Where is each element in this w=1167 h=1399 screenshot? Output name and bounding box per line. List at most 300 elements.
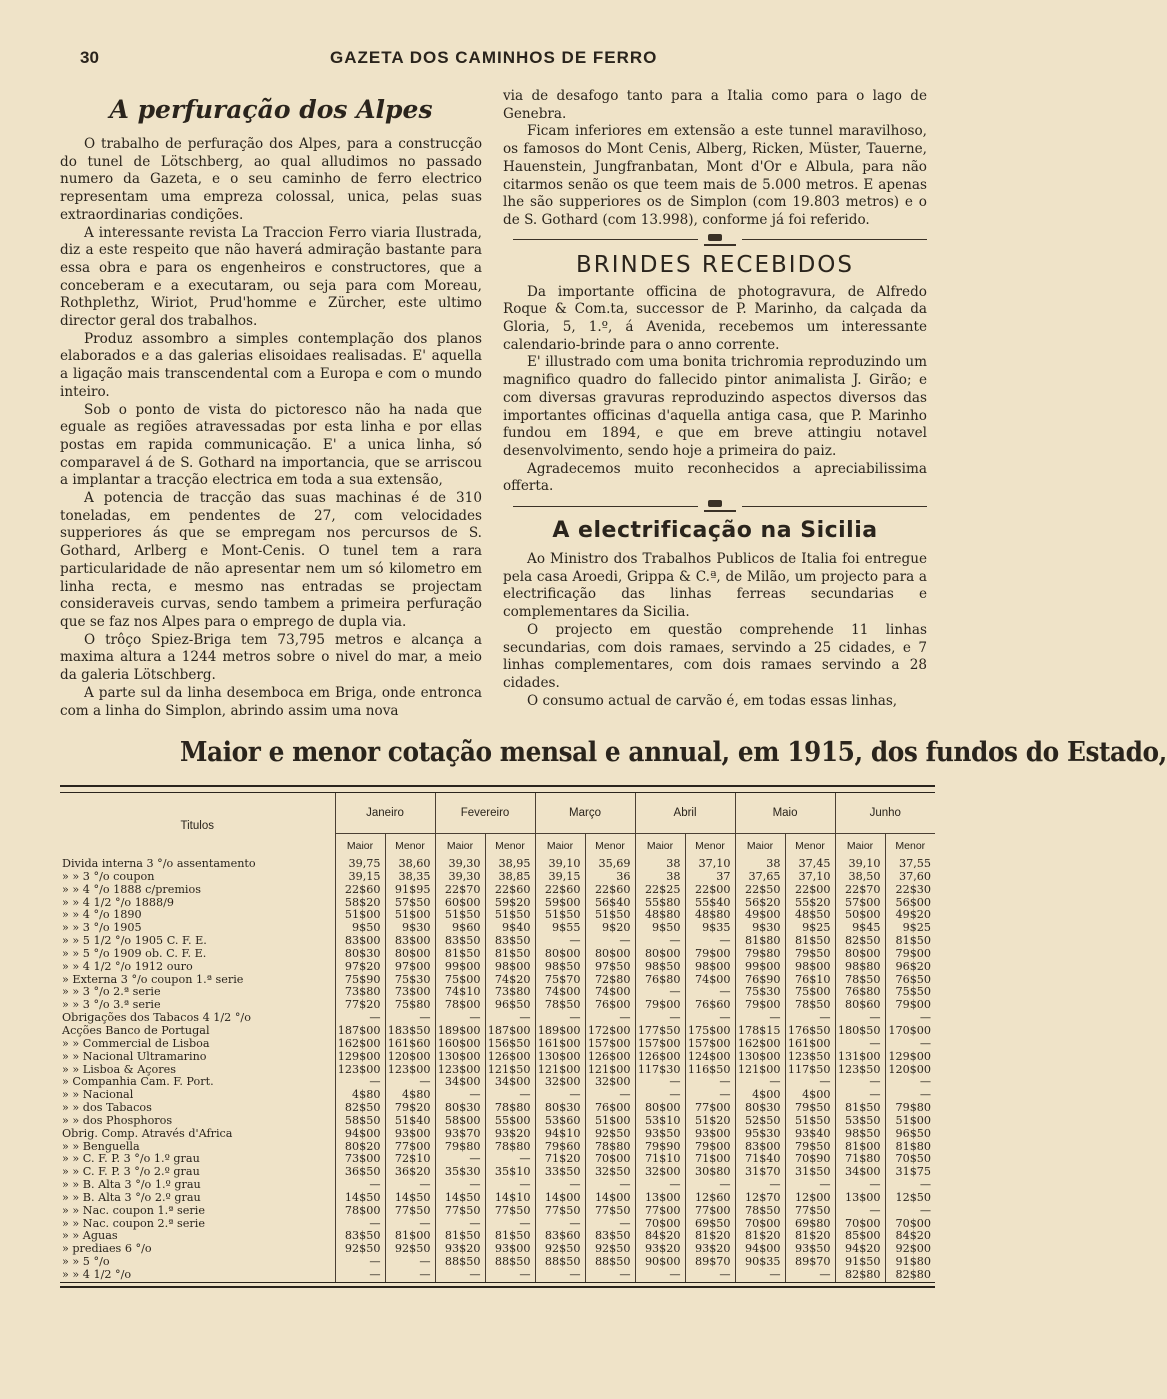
menor-value: 121$00 xyxy=(585,1064,635,1077)
maior-value: 50$00 xyxy=(835,909,885,922)
train-ornament-icon xyxy=(704,234,736,246)
menor-value: 187$00 xyxy=(485,1025,535,1038)
menor-value: — xyxy=(785,1012,835,1025)
maior-value: 76$80 xyxy=(835,986,885,999)
menor-value: 84$20 xyxy=(885,1230,935,1243)
menor-value: 14$50 xyxy=(385,1192,435,1205)
row-title: » » Nac. coupon 2.ª serie xyxy=(62,1216,205,1230)
maior-value: — xyxy=(735,1012,785,1025)
maior-value: 92$50 xyxy=(535,1243,585,1256)
maior-value: 131$00 xyxy=(835,1051,885,1064)
menor-value: 78$80 xyxy=(485,1141,535,1154)
paragraph: Produz assombro a simples contemplação dos planos elaborados e a das galerias elisoidaes realisadas. E' aquella a ligação mais transcendental com a Europa e com o mundo inteiro. xyxy=(60,330,482,400)
menor-value: 22$30 xyxy=(885,884,935,897)
row-title: » » 4 1/2 °/o 1912 ouro xyxy=(62,959,193,973)
row-title: Divida interna 3 °/o assentamento xyxy=(62,857,256,870)
row-title: » Companhia Cam. F. Port. xyxy=(62,1075,214,1089)
menor-value: — xyxy=(485,1089,535,1102)
maior-value: 82$80 xyxy=(835,1269,885,1282)
menor-value: 79$00 xyxy=(885,948,935,961)
menor-value: 70$50 xyxy=(885,1153,935,1166)
menor-value: 51$00 xyxy=(385,909,435,922)
maior-value: 123$50 xyxy=(835,1064,885,1077)
menor-value: 77$50 xyxy=(585,1205,635,1218)
menor-header: Menor xyxy=(385,834,435,859)
menor-value: 96$50 xyxy=(485,999,535,1012)
menor-value: — xyxy=(885,1205,935,1218)
maior-value: — xyxy=(435,1089,485,1102)
menor-value: 37,10 xyxy=(785,871,835,884)
maior-value: 78$00 xyxy=(335,1205,385,1218)
menor-value: 92$50 xyxy=(585,1128,635,1141)
maior-value: — xyxy=(735,1269,785,1282)
menor-value: 51$50 xyxy=(585,909,635,922)
maior-value: 32$00 xyxy=(635,1166,685,1179)
menor-value: 93$20 xyxy=(485,1128,535,1141)
menor-value: — xyxy=(685,1012,735,1025)
maior-value: 94$20 xyxy=(835,1243,885,1256)
row-title: » » B. Alta 3 °/o 1.º grau xyxy=(62,1178,201,1192)
paragraph: Agradecemos muito reconhecidos a apreciabilissima offerta. xyxy=(503,460,927,495)
maior-value: 93$70 xyxy=(435,1128,485,1141)
titulos-header: Titulos xyxy=(180,819,214,832)
maior-value: 31$70 xyxy=(735,1166,785,1179)
maior-value: — xyxy=(535,1269,585,1282)
maior-value: 52$50 xyxy=(735,1115,785,1128)
menor-header: Menor xyxy=(885,834,935,859)
maior-value: 99$00 xyxy=(735,961,785,974)
table-row xyxy=(60,1038,935,1051)
menor-value: 37,45 xyxy=(785,858,835,871)
menor-value: 48$80 xyxy=(685,909,735,922)
maior-value: — xyxy=(835,1179,885,1192)
maior-value: 76$80 xyxy=(635,974,685,987)
menor-value: 31$75 xyxy=(885,1166,935,1179)
menor-value: — xyxy=(585,1218,635,1231)
menor-value: 37,10 xyxy=(685,858,735,871)
menor-value: 56$00 xyxy=(885,897,935,910)
maior-value: 177$50 xyxy=(635,1025,685,1038)
maior-value: 75$90 xyxy=(335,974,385,987)
menor-value: — xyxy=(885,1012,935,1025)
menor-value: 34$00 xyxy=(485,1076,535,1089)
maior-value: 49$00 xyxy=(735,909,785,922)
article-right-column xyxy=(503,88,927,710)
menor-value: 98$00 xyxy=(485,961,535,974)
menor-value: 79$00 xyxy=(685,948,735,961)
maior-value: 81$80 xyxy=(735,935,785,948)
menor-value: — xyxy=(585,1012,635,1025)
maior-value: — xyxy=(735,1076,785,1089)
menor-value: 81$20 xyxy=(785,1230,835,1243)
row-title: » » Nacional xyxy=(62,1088,134,1102)
menor-value: 81$20 xyxy=(685,1230,735,1243)
menor-value: 9$25 xyxy=(885,922,935,935)
paragraph-continuation: via de desafogo tanto para a Italia como para o lago de Genebra. xyxy=(503,88,927,122)
menor-value: 161$00 xyxy=(785,1038,835,1051)
maior-value: 4$00 xyxy=(735,1089,785,1102)
paragraph: O trôço Spiez-Briga tem 73,795 metros e alcança a maxima altura a 1244 metros sobre o nivel do mar, a meio da galeria Lötschberg. xyxy=(60,631,482,684)
menor-header: Menor xyxy=(785,834,835,859)
menor-value: — xyxy=(785,1269,835,1282)
maior-value: 80$00 xyxy=(835,948,885,961)
maior-value: 82$50 xyxy=(335,1102,385,1115)
paragraph: E' illustrado com uma bonita trichromia reproduzindo um magnifico quadro do fallecido pintor animalista J. Girão; e com diversas gravuras reproduzindo aspectos diversos das importantes officinas d'aquella antiga casa, que P. Marinho fundou em 1894, e que em breve attingiu notavel desenvolvimento, sendo hoje a primeira do paiz. xyxy=(503,354,927,459)
maior-value: 33$50 xyxy=(535,1166,585,1179)
maior-value: 53$60 xyxy=(535,1115,585,1128)
maior-value: 82$50 xyxy=(835,935,885,948)
maior-value: 83$00 xyxy=(335,935,385,948)
maior-value: 38 xyxy=(735,858,785,871)
maior-value: — xyxy=(535,1089,585,1102)
table-row xyxy=(60,1205,935,1218)
maior-value: 71$80 xyxy=(835,1153,885,1166)
menor-value: 77$00 xyxy=(685,1205,735,1218)
menor-value: 74$00 xyxy=(585,986,635,999)
menor-value: 78$50 xyxy=(785,999,835,1012)
menor-value: 176$50 xyxy=(785,1025,835,1038)
menor-value: 123$50 xyxy=(785,1051,835,1064)
maior-value: 13$00 xyxy=(835,1192,885,1205)
menor-value: 77$00 xyxy=(385,1141,435,1154)
menor-value: — xyxy=(585,1179,635,1192)
menor-value: — xyxy=(385,1218,435,1231)
maior-value: 71$20 xyxy=(535,1153,585,1166)
maior-value: 80$30 xyxy=(735,1102,785,1115)
page-number: 30 xyxy=(80,48,99,67)
maior-value: 39,10 xyxy=(535,858,585,871)
menor-value: 51$50 xyxy=(485,909,535,922)
menor-value: 76$60 xyxy=(685,999,735,1012)
menor-value: 93$00 xyxy=(385,1128,435,1141)
maior-value: 39,30 xyxy=(435,858,485,871)
maior-value: — xyxy=(535,1012,585,1025)
maior-value: 80$30 xyxy=(435,1102,485,1115)
maior-value: 83$50 xyxy=(335,1230,385,1243)
maior-value: 76$90 xyxy=(735,974,785,987)
paragraph: O trabalho de perfuração dos Alpes, para a construcção do tunel de Lötschberg, ao qual alludimos no passado numero da Gazeta, e o seu caminho de ferro electrico representam uma empreza colossal, unica, pelas suas extraordinarias condições. xyxy=(60,136,482,223)
table-row xyxy=(60,1102,935,1115)
quotations-table xyxy=(60,785,935,1288)
menor-value: — xyxy=(485,1012,535,1025)
menor-value: 51$50 xyxy=(785,1115,835,1128)
row-title: » » 4 °/o 1888 c/premios xyxy=(62,882,201,896)
menor-value: 92$00 xyxy=(885,1243,935,1256)
menor-value: 31$50 xyxy=(785,1166,835,1179)
menor-value: 75$30 xyxy=(385,974,435,987)
maior-value: — xyxy=(635,1076,685,1089)
maior-value: 80$00 xyxy=(635,948,685,961)
menor-value: 22$00 xyxy=(685,884,735,897)
maior-value: 39,10 xyxy=(835,858,885,871)
maior-value: — xyxy=(535,935,585,948)
maior-value: 71$10 xyxy=(635,1153,685,1166)
menor-value: 161$60 xyxy=(385,1038,435,1051)
maior-value: 83$60 xyxy=(535,1230,585,1243)
menor-value: — xyxy=(785,1179,835,1192)
maior-value: — xyxy=(535,1179,585,1192)
maior-value: — xyxy=(335,1179,385,1192)
maior-value: 9$30 xyxy=(735,922,785,935)
menor-value: 76$50 xyxy=(885,974,935,987)
paragraph: A parte sul da linha desemboca em Briga, onde entronca com a linha do Simplon, abrindo assim uma nova xyxy=(60,684,482,719)
menor-value: — xyxy=(885,1076,935,1089)
menor-value: 22$00 xyxy=(785,884,835,897)
maior-value: — xyxy=(435,1269,485,1282)
menor-value: 82$80 xyxy=(885,1269,935,1282)
maior-value: 99$00 xyxy=(435,961,485,974)
row-title: » » Nacional Ultramarino xyxy=(62,1049,207,1063)
maior-header: Maior xyxy=(635,834,685,859)
maior-value: — xyxy=(435,1179,485,1192)
maior-value: 84$20 xyxy=(635,1230,685,1243)
maior-value: 38,50 xyxy=(835,871,885,884)
maior-value: — xyxy=(635,935,685,948)
menor-value: 70$90 xyxy=(785,1153,835,1166)
menor-value: — xyxy=(685,1076,735,1089)
menor-value: 72$80 xyxy=(585,974,635,987)
maior-value: 75$30 xyxy=(735,986,785,999)
maior-value: 48$80 xyxy=(635,909,685,922)
maior-value: 12$70 xyxy=(735,1192,785,1205)
maior-value: — xyxy=(435,1012,485,1025)
menor-value: 91$95 xyxy=(385,884,435,897)
table-row xyxy=(60,961,935,974)
table-row xyxy=(60,935,935,948)
menor-value: 9$30 xyxy=(385,922,435,935)
menor-value: — xyxy=(585,935,635,948)
menor-value: 120$00 xyxy=(385,1051,435,1064)
month-header: Janeiro xyxy=(335,793,435,834)
row-title: » prediaes 6 °/o xyxy=(62,1242,152,1256)
maior-value: 9$50 xyxy=(635,922,685,935)
month-header: Abril xyxy=(635,793,735,834)
menor-value: 22$60 xyxy=(585,884,635,897)
maior-value: 85$00 xyxy=(835,1230,885,1243)
maior-value: 51$50 xyxy=(435,909,485,922)
maior-value: 80$60 xyxy=(835,999,885,1012)
menor-value: 14$10 xyxy=(485,1192,535,1205)
paragraph: O consumo actual de carvão é, em todas essas linhas, xyxy=(527,692,898,709)
row-title: » » 5 °/o 1909 ob. C. F. E. xyxy=(62,946,207,960)
menor-value: — xyxy=(485,1179,535,1192)
menor-value: — xyxy=(385,1012,435,1025)
maior-value: 94$00 xyxy=(735,1243,785,1256)
maior-value: 98$50 xyxy=(535,961,585,974)
menor-value: 78$80 xyxy=(585,1141,635,1154)
row-title: » » 3 °/o 3.ª serie xyxy=(62,998,161,1012)
maior-value: 83$50 xyxy=(435,935,485,948)
maior-value: 81$50 xyxy=(835,1102,885,1115)
menor-value: 74$00 xyxy=(685,974,735,987)
menor-value: 51$20 xyxy=(685,1115,735,1128)
maior-value: 80$30 xyxy=(535,1102,585,1115)
table-row xyxy=(60,948,935,961)
maior-value: 35$30 xyxy=(435,1166,485,1179)
menor-value: 12$50 xyxy=(885,1192,935,1205)
maior-value: 59$00 xyxy=(535,897,585,910)
quotations-grid xyxy=(60,793,935,1282)
row-title: Obrig. Comp. Através d'Africa xyxy=(62,1126,233,1140)
menor-value: 76$00 xyxy=(585,999,635,1012)
maior-value: 79$00 xyxy=(635,999,685,1012)
menor-value: 80$00 xyxy=(585,948,635,961)
row-title: » » Benguella xyxy=(62,1139,140,1153)
maior-value: 189$00 xyxy=(435,1025,485,1038)
menor-value: 9$35 xyxy=(685,922,735,935)
maior-value: 162$00 xyxy=(735,1038,785,1051)
table-row xyxy=(60,1051,935,1064)
maior-value: — xyxy=(435,1153,485,1166)
maior-value: 58$20 xyxy=(335,897,385,910)
maior-value: — xyxy=(335,1256,385,1269)
maior-value: 83$00 xyxy=(735,1141,785,1154)
menor-value: 97$50 xyxy=(585,961,635,974)
maior-value: 90$00 xyxy=(635,1256,685,1269)
menor-value: 76$10 xyxy=(785,974,835,987)
ornament-divider xyxy=(513,234,927,246)
maior-value: — xyxy=(835,1012,885,1025)
menor-value: 70$00 xyxy=(885,1218,935,1231)
maior-value: 22$60 xyxy=(335,884,385,897)
maior-value: 189$00 xyxy=(535,1025,585,1038)
menor-value: 79$50 xyxy=(785,1102,835,1115)
maior-value: 94$00 xyxy=(335,1128,385,1141)
table-row xyxy=(60,1128,935,1141)
menor-value: 91$80 xyxy=(885,1256,935,1269)
menor-value: 14$00 xyxy=(585,1192,635,1205)
maior-value: 58$00 xyxy=(435,1115,485,1128)
row-title: » » 3 °/o coupon xyxy=(62,869,155,883)
maior-value: 74$00 xyxy=(535,986,585,999)
menor-value: 81$50 xyxy=(485,1230,535,1243)
publication-title: GAZETA DOS CAMINHOS DE FERRO xyxy=(330,48,658,67)
menor-value: 48$50 xyxy=(785,909,835,922)
menor-value: 89$70 xyxy=(685,1256,735,1269)
maior-value: 162$00 xyxy=(335,1038,385,1051)
maior-value: 88$50 xyxy=(535,1256,585,1269)
maior-value: — xyxy=(635,986,685,999)
maior-value: 77$50 xyxy=(535,1205,585,1218)
maior-value: 32$00 xyxy=(535,1076,585,1089)
section-title-sicilia: A electrificação na Sicilia xyxy=(552,518,878,544)
menor-value: — xyxy=(785,1076,835,1089)
month-header: Março xyxy=(535,793,635,834)
maior-header: Maior xyxy=(535,834,585,859)
maior-value: 9$50 xyxy=(335,922,385,935)
maior-value: 80$30 xyxy=(335,948,385,961)
maior-value: 34$00 xyxy=(435,1076,485,1089)
maior-value: 161$00 xyxy=(535,1038,585,1051)
maior-value: 79$80 xyxy=(735,948,785,961)
month-header: Maio xyxy=(735,793,835,834)
maior-value: 126$00 xyxy=(635,1051,685,1064)
menor-value: — xyxy=(485,1153,535,1166)
maior-value: 73$00 xyxy=(335,1153,385,1166)
table-row xyxy=(60,1192,935,1205)
row-title: » » Nac. coupon 1.ª serie xyxy=(62,1203,205,1217)
row-title: » » 4 1/2 °/o xyxy=(62,1268,132,1281)
paragraph: Da importante officina de photogravura, de Alfredo Roque & Com.ta, successor de P. Marinho, da calçada da Gloria, 5, 1.º, á Avenida, recebemos um interessante calendario-brinde para o anno corrente. xyxy=(503,283,927,353)
maior-value: 56$20 xyxy=(735,897,785,910)
paragraph: A interessante revista La Traccion Ferro viaria Ilustrada, diz a este respeito que não haverá admiração bastante para essa obra e para os engenheiros e constructores, que a conceberam e a executaram, ou seja para com Moreau, Rothplethz, Wiriot, Prud'homme e Zürcher, este ultimo director geral dos trabalhos. xyxy=(60,224,482,330)
maior-value: 53$10 xyxy=(635,1115,685,1128)
maior-value: 81$20 xyxy=(735,1230,785,1243)
menor-value: 73$00 xyxy=(385,986,435,999)
menor-value: — xyxy=(385,1179,435,1192)
menor-value: 12$60 xyxy=(685,1192,735,1205)
paragraph: Ao Ministro dos Trabalhos Publicos de Italia foi entregue pela casa Aroedi, Grippa & C.ª, de Milão, um projecto para a electrificação das linhas ferreas secundarias e complementares da Sicilia. xyxy=(503,551,927,621)
maior-value: 71$40 xyxy=(735,1153,785,1166)
maior-value: 123$00 xyxy=(435,1064,485,1077)
menor-value: 81$50 xyxy=(485,948,535,961)
menor-value: 70$00 xyxy=(585,1153,635,1166)
maior-value: 75$00 xyxy=(435,974,485,987)
maior-value: 95$30 xyxy=(735,1128,785,1141)
maior-value: 93$20 xyxy=(435,1243,485,1256)
ornament-divider xyxy=(513,500,927,512)
table-title: Maior e menor cotação mensal e annual, em 1915, dos fundos do Estado, xyxy=(180,737,1167,768)
table-row xyxy=(60,871,935,884)
row-title: » » 5 °/o xyxy=(62,1255,110,1269)
maior-value: — xyxy=(635,1269,685,1282)
menor-value: 32$50 xyxy=(585,1166,635,1179)
menor-value: 9$20 xyxy=(585,922,635,935)
menor-value: 77$50 xyxy=(485,1205,535,1218)
maior-value: 70$00 xyxy=(735,1218,785,1231)
menor-value: 74$20 xyxy=(485,974,535,987)
menor-value: — xyxy=(685,935,735,948)
maior-value: 34$00 xyxy=(835,1166,885,1179)
table-row xyxy=(60,1256,935,1269)
maior-value: — xyxy=(635,1089,685,1102)
maior-value: — xyxy=(335,1269,385,1282)
maior-value: 53$50 xyxy=(835,1115,885,1128)
maior-value: 94$10 xyxy=(535,1128,585,1141)
menor-value: 123$00 xyxy=(385,1064,435,1077)
section-title-brindes: BRINDES RECEBIDOS xyxy=(576,251,854,278)
maior-value: 88$50 xyxy=(435,1256,485,1269)
menor-value: 79$50 xyxy=(785,948,835,961)
menor-value: 55$00 xyxy=(485,1115,535,1128)
maior-value: 80$00 xyxy=(535,948,585,961)
maior-value: 39,15 xyxy=(535,871,585,884)
menor-value: — xyxy=(585,1089,635,1102)
menor-value: 55$20 xyxy=(785,897,835,910)
menor-value: 79$50 xyxy=(785,1141,835,1154)
menor-value: 81$50 xyxy=(785,935,835,948)
row-title: » » 3 °/o 2.ª serie xyxy=(62,985,161,999)
train-ornament-icon xyxy=(704,500,736,512)
maior-value: 157$00 xyxy=(635,1038,685,1051)
maior-value: 93$20 xyxy=(635,1243,685,1256)
menor-value: 4$80 xyxy=(385,1089,435,1102)
maior-value: 39,75 xyxy=(335,858,385,871)
maior-value: 81$50 xyxy=(435,948,485,961)
maior-value: 117$30 xyxy=(635,1064,685,1077)
row-title: » » dos Tabacos xyxy=(62,1101,152,1115)
paragraph: Sob o ponto de vista do pictoresco não ha nada que eguale as regiões atravessadas por esta linha e por ellas postas em rapida communicação. E' a unica linha, só comparavel á de S. Gothard na importancia, que se arriscou a implantar a tracção electrica em toda a sua extensão, xyxy=(60,401,482,489)
row-title: » » dos Phosphoros xyxy=(62,1113,173,1127)
maior-value: 58$50 xyxy=(335,1115,385,1128)
menor-value: — xyxy=(685,1089,735,1102)
maior-value: 9$45 xyxy=(835,922,885,935)
menor-value: 83$50 xyxy=(585,1230,635,1243)
menor-header: Menor xyxy=(685,834,735,859)
menor-value: 88$50 xyxy=(585,1256,635,1269)
paragraph: A potencia de tracção das suas machinas é de 310 toneladas, em pendentes de 27, com velocidades supperiores ás que se empregam nos percursos de S. Gothard, Arlberg e Mont-Cenis. O tunel tem a rara particularidade de não apresentar nem um só kilometro em linha recta, e mesmo nas entradas se projectam consideraveis curvas, sendo tambem a primeira perfuração que se faz nos Alpes para o emprego de dupla via. xyxy=(60,490,482,630)
menor-value: 38,35 xyxy=(385,871,435,884)
